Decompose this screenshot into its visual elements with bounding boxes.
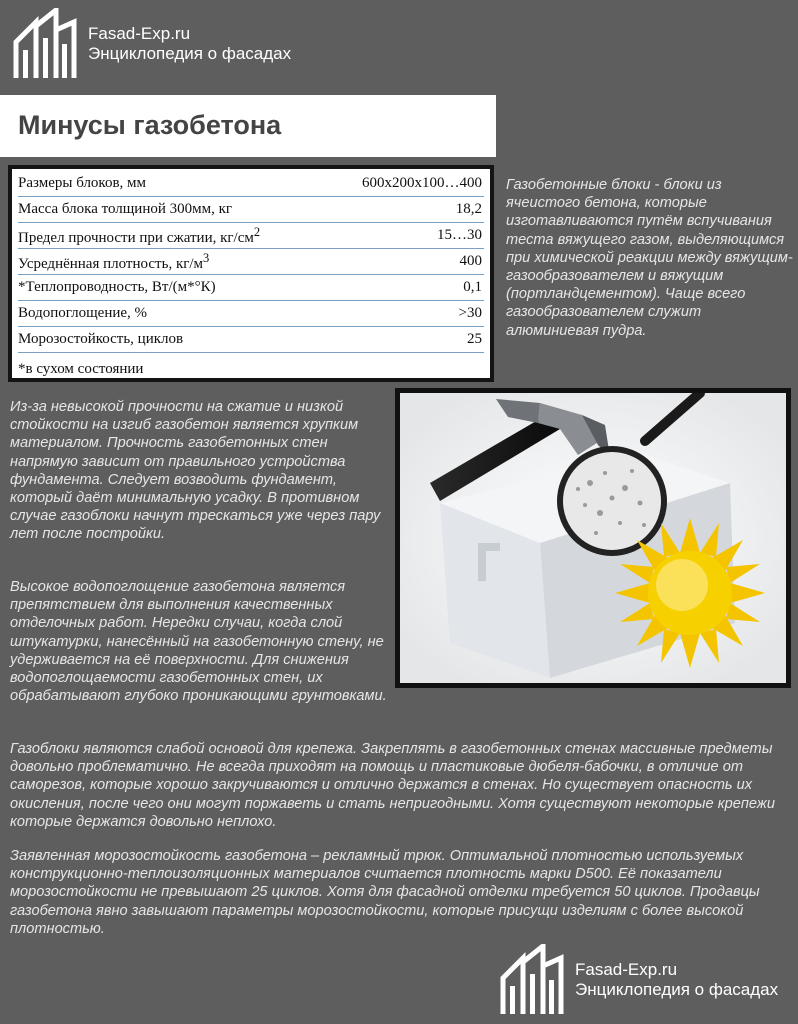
table-row	[18, 197, 484, 223]
spec-label: Размеры блоков, мм	[18, 171, 328, 197]
spec-table	[18, 171, 484, 353]
spec-label: Морозостойкость, циклов	[18, 327, 328, 353]
water-paragraph: Высокое водопоглощение газобетона является препятствием для выполнения качественных отделочных работ. Нередки случаи, когда слой штукатурки, нанесённый на газобетонную стену, не удерживается на её поверхности. Для снижения водопоглощаемости газобетонных стен, их обрабатывают глубоко проникающими грунтовками.	[10, 579, 387, 705]
spec-label: *Теплопроводность, Вт/(м*°К)	[18, 275, 328, 301]
site-logo[interactable]	[10, 8, 291, 80]
illustration-drawing	[400, 393, 786, 683]
brand-name: Fasad-Exp.ru	[575, 960, 678, 980]
table-row	[18, 171, 484, 197]
spec-value: 18,2	[328, 197, 484, 223]
strength-paragraph: Из-за невысокой прочности на сжатие и низкой стойкости на изгиб газобетон является хрупким материалом. Прочность газобетонных стен напрямую зависит от правильного устройства фундамента. Следует возводить фундамент, который даёт минимальную усадку. В противном случае газоблоки начнут трескаться уже через пару лет после постройки.	[10, 399, 381, 543]
spec-label: Усреднённая плотность, $кг/м^3$	[18, 249, 328, 275]
spec-value: >30	[328, 301, 484, 327]
table-row	[18, 275, 484, 301]
table-row	[18, 223, 484, 249]
building-logo-icon	[497, 944, 567, 1016]
intro-paragraph: Газобетонные блоки - блоки из ячеистого бетона, которые изготавливаются путём вспучивания теста вяжущего газом, выделяющимся при химической реакции между вяжущим-газообразователем и вяжущим (портландцементом). Чаще всего газообразователем служит алюминиевая пудра.	[506, 177, 793, 339]
brand-tagline: Энциклопедия о фасадах	[88, 44, 292, 63]
title-bar	[0, 95, 496, 157]
spec-label: Предел прочности при сжатии, $кг/см^2$	[18, 223, 328, 249]
spec-table-box	[8, 165, 494, 382]
brand-tagline: Энциклопедия о фасадах	[575, 980, 779, 999]
spec-value: 25	[328, 327, 484, 353]
building-logo-icon	[10, 8, 80, 80]
sun-icon	[615, 518, 765, 668]
spec-label: Водопоглощение, %	[18, 301, 328, 327]
spec-value: 400	[328, 249, 484, 275]
table-row	[18, 301, 484, 327]
spec-value: 15…30	[328, 223, 484, 249]
table-row	[18, 327, 484, 353]
site-logo-bottom[interactable]	[497, 944, 778, 1016]
table-row	[18, 249, 484, 275]
fasteners-paragraph: Газоблоки являются слабой основой для крепежа. Закреплять в газобетонных стенах массивные предметы довольно проблематично. Не всегда приходят на помощь и пластиковые дюбеля-бабочки, в отличие от саморезов, которые хорошо закручиваются и отлично держатся в стенах. Но существует опасность их окисления, после чего они могут поржаветь и стать непригодными. Хотя существуют некоторые крепежи которые держатся довольно неплохо.	[10, 741, 775, 830]
spec-value: 600х200х100…400	[328, 171, 484, 197]
frost-paragraph: Заявленная морозостойкость газобетона – рекламный трюк. Оптимальной плотностью используемых конструкционно-теплоизоляционных материалов считается плотность марки D500. Её показатели морозостойкости не превышают 25 циклов. Хотя для фасадной отделки требуется 50 циклов. Продавцы газобетона явно завышают параметры морозостойкости, которые присущи изделиям с более высокой плотностью.	[10, 848, 760, 937]
spec-label: Масса блока толщиной 300мм, кг	[18, 197, 328, 223]
spec-footnote: *в сухом состоянии	[18, 361, 144, 377]
page-title: Минусы газобетона	[18, 110, 282, 140]
illustration	[395, 388, 791, 688]
spec-value: 0,1	[328, 275, 484, 301]
brand-name: Fasad-Exp.ru	[88, 24, 191, 44]
